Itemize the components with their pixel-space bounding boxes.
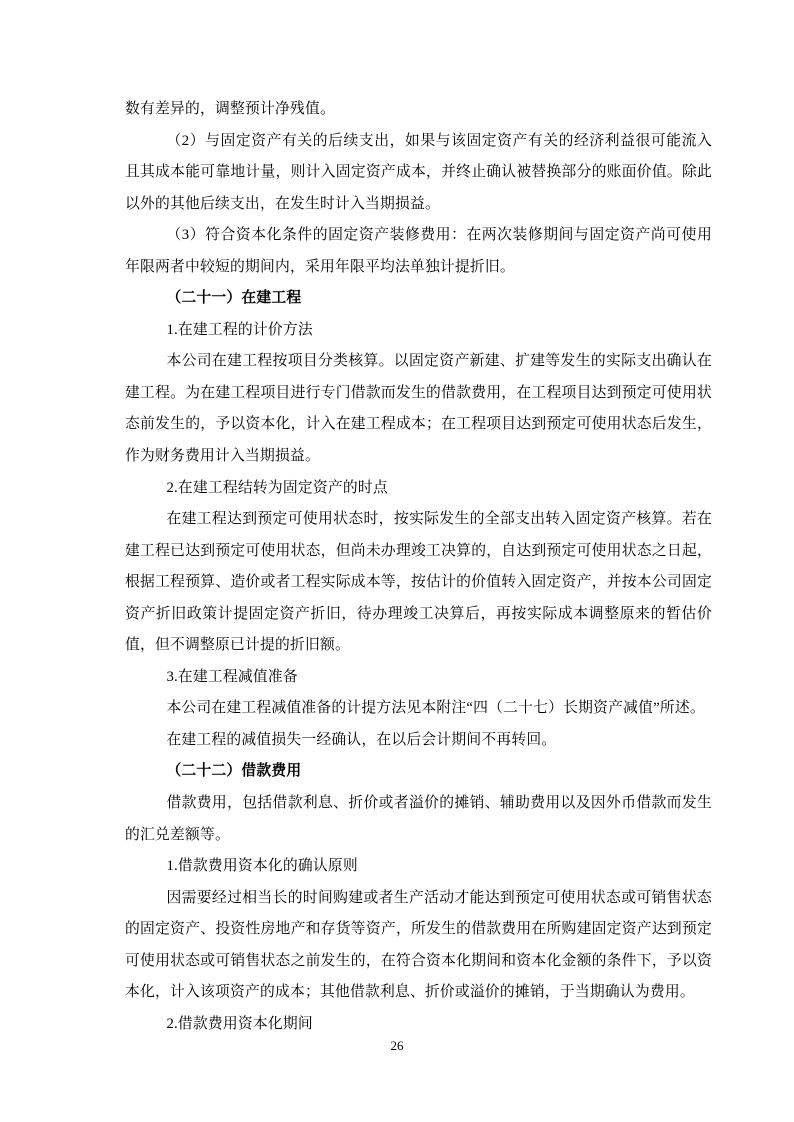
paragraph: 在建工程的减值损失一经确认，在以后会计期间不再转回。 <box>166 731 557 748</box>
paragraph: （2）与固定资产有关的后续支出，如果与该固定资产有关的经济利益很可能流入且其成本能可靠地计量，则计入固定资产成本，并终止确认被替换部分的账面价值。除此以外的其他后续支出，在发生时计入当期损益。 <box>125 132 712 212</box>
section-heading-borrowing-costs: （二十二）借款费用 <box>166 763 302 780</box>
subheading: 2.借款费用资本化期间 <box>166 1015 313 1032</box>
paragraph: 本公司在建工程减值准备的计提方法见本附注“四（二十七）长期资产减值”所述。 <box>166 700 705 717</box>
page-number: 26 <box>390 1038 404 1053</box>
paragraph: 借款费用，包括借款利息、折价或者溢价的摊销、辅助费用以及因外币借款而发生的汇兑差额等。 <box>125 795 712 843</box>
paragraph: 在建工程达到预定可使用状态时，按实际发生的全部支出转入固定资产核算。若在建工程已达到预定可使用状态，但尚未办理竣工决算的，自达到预定可使用状态之日起，根据工程预算、造价或者工程实际成本等，按估计的价值转入固定资产，并按本公司固定资产折旧政策计提固定资产折旧，待办理竣工决算后，再按实际成本调整原来的暂估价值，但不调整原已计提的折旧额。 <box>125 511 712 654</box>
section-heading-construction-in-progress: （二十一）在建工程 <box>166 290 302 307</box>
paragraph: 因需要经过相当长的时间购建或者生产活动才能达到预定可使用状态或可销售状态的固定资产、投资性房地产和存货等资产，所发生的借款费用在所购建固定资产达到预定可使用状态或可销售状态之前发生的，在符合资本化期间和资本化金额的条件下，予以资本化，计入该项资产的成本；其他借款利息、折价或溢价的摊销，于当期确认为费用。 <box>125 889 712 1001</box>
paragraph: 本公司在建工程按项目分类核算。以固定资产新建、扩建等发生的实际支出确认在建工程。为在建工程项目进行专门借款而发生的借款费用，在工程项目达到预定可使用状态前发生的，予以资本化，计入在建工程成本；在工程项目达到预定可使用状态后发生，作为财务费用计入当期损益。 <box>125 353 712 465</box>
subheading: 1.借款费用资本化的确认原则 <box>166 858 358 875</box>
subheading: 2.在建工程结转为固定资产的时点 <box>166 479 388 496</box>
paragraph-continuation: 数有差异的，调整预计净残值。 <box>125 101 335 117</box>
subheading: 1.在建工程的计价方法 <box>166 321 313 338</box>
document-text-block <box>125 0 712 1040</box>
subheading: 3.在建工程减值准备 <box>166 668 298 685</box>
paragraph: （3）符合资本化条件的固定资产装修费用：在两次装修期间与固定资产尚可使用年限两者中较短的期间内，采用年限平均法单独计提折旧。 <box>125 227 712 275</box>
